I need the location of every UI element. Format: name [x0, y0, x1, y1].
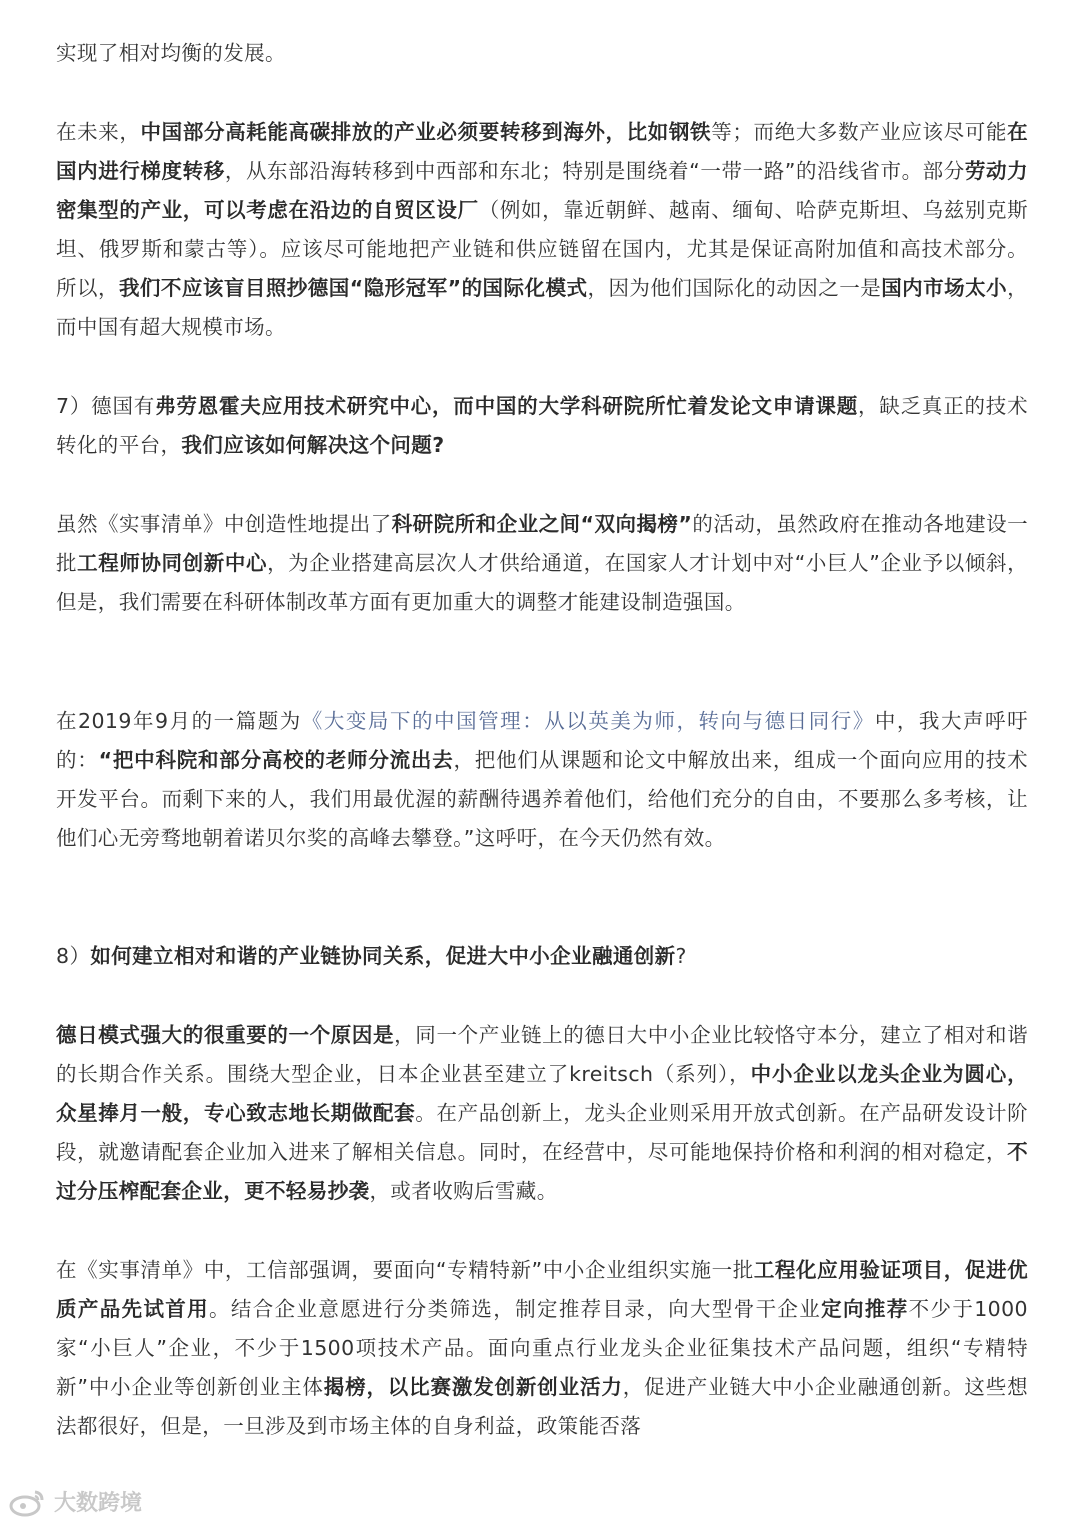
text-run: （例如，靠近朝鲜、越南、缅甸、哈萨克斯坦、乌兹别克斯坦、俄罗斯和蒙古等）。应该尽可能地把产业链和供应链留在国内，尤其是保证高附加值和高技术部分。所以，	[56, 198, 1029, 300]
bold-text: 不过分压榨配套企业，更不轻易抄袭	[56, 1140, 1028, 1203]
bold-text: 我们不应该盲目照抄德国“隐形冠军”的国际化模式	[118, 276, 588, 300]
text-run: ，从东部沿海转移到中西部和东北；特别是围绕着“一带一路”的沿线省市。部分	[224, 159, 965, 183]
bold-text: 工程师协同创新中心	[77, 551, 268, 575]
text-run: 。结合企业意愿进行分类筛选，制定推荐目录，向大型骨干企业	[209, 1297, 822, 1321]
text-run: 的活动，虽然政府在推动各地建设一批	[56, 512, 1028, 575]
text-run: ，促进产业链大中小企业融通创新。这些想法都很好，但是，一旦涉及到市场主体的自身利益，政策能否落	[56, 1375, 1028, 1438]
text-run: ，同一个产业链上的德日大中小企业比较恪守本分，建立了相对和谐的长期合作关系。围绕大型企业，日本企业甚至建立了kreitsch（系列），	[56, 1023, 1028, 1086]
bold-text: 弗劳恩霍夫应用技术研究中心，而中国的大学科研院所忙着发论文申请课题	[155, 394, 858, 418]
weibo-icon	[8, 1487, 48, 1517]
text-run: 在《实事清单》中，工信部强调，要面向“专精特新”中小企业组织实施一批	[56, 1258, 754, 1282]
watermark-text: 大数跨境	[54, 1491, 143, 1516]
bold-text: 定向推荐	[821, 1297, 909, 1321]
text-run: ，为企业搭建高层次人才供给通道，在国家人才计划中对“小巨人”企业予以倾斜，但是，我们需要在科研体制改革方面有更加重大的调整才能建设制造强国。	[56, 551, 1028, 614]
text-run: 不少于1000家“小巨人”企业，不少于1500项技术产品。面向重点行业龙头企业征集技术产品问题，组织“专精特新”中小企业等创新创业主体	[56, 1297, 1028, 1399]
paragraph	[56, 1251, 1028, 1446]
text-run: 8）	[56, 944, 91, 968]
bold-text: 中小企业以龙头企业为圆心，众星捧月一般，专心致志地长期做配套	[56, 1062, 1029, 1125]
bold-text: 中国部分高耗能高碳排放的产业必须要转移到海外，比如钢铁	[140, 120, 712, 144]
text-run: 实现了相对均衡的发展。	[56, 41, 286, 65]
bold-text: 工程化应用验证项目，促进优质产品先试首用	[56, 1258, 1028, 1321]
paragraph	[56, 34, 1028, 73]
text-run: ，因为他们国际化的动因之一是	[587, 276, 882, 300]
bold-text: 在国内进行梯度转移	[56, 120, 1028, 183]
bold-text: 劳动力密集型的产业，可以考虑在沿边的自贸区设厂	[56, 159, 1029, 222]
paragraph	[56, 505, 1028, 622]
text-run: ，而中国有超大规模市场。	[56, 276, 1028, 339]
text-run: ，或者收购后雪藏。	[369, 1179, 558, 1203]
watermark	[8, 1486, 142, 1517]
text-run: 等；而绝大多数产业应该尽可能	[711, 120, 1008, 144]
text-run: 在2019年9月的一篇题为	[56, 709, 302, 733]
paragraph	[56, 113, 1028, 347]
bold-text: 揭榜，以比赛激发创新创业活力	[323, 1375, 623, 1399]
bold-text: “把中科院和部分高校的老师分流出去	[98, 748, 454, 772]
text-run: 。在产品创新上，龙头企业则采用开放式创新。在产品研发设计阶段，就邀请配套企业加入进来了解相关信息。同时，在经营中，尽可能地保持价格和利润的相对稳定，	[56, 1101, 1028, 1164]
paragraph	[56, 387, 1028, 465]
paragraph	[56, 1016, 1028, 1211]
paragraph	[56, 702, 1028, 858]
bold-text: 国内市场太小	[881, 276, 1008, 300]
text-run: 在未来，	[56, 120, 141, 144]
text-run: ，缺乏真正的技术转化的平台，	[56, 394, 1029, 457]
paragraph	[56, 937, 1028, 976]
bold-text: 我们应该如何解决这个问题?	[181, 433, 445, 457]
text-run: 虽然《实事清单》中创造性地提出了	[56, 512, 392, 536]
text-run: 中，我大声呼吁的：	[56, 709, 1028, 772]
bold-text: 科研院所和企业之间“双向揭榜”	[391, 512, 693, 536]
bold-text: 如何建立相对和谐的产业链协同关系，促进大中小企业融通创新	[90, 944, 676, 968]
text-run: ，把他们从课题和论文中解放出来，组成一个面向应用的技术开发平台。而剩下来的人，我们用最优渥的薪酬待遇养着他们，给他们充分的自由，不要那么多考核，让他们心无旁骛地朝着诺贝尔奖的高峰去攀登。”这呼吁，在今天仍然有效。	[56, 748, 1028, 850]
article-link[interactable]: 《大变局下的中国管理：从以英美为师，转向与德日同行》	[301, 709, 875, 733]
text-run: ?	[675, 944, 687, 968]
bold-text: 德日模式强大的很重要的一个原因是	[56, 1023, 395, 1047]
text-run: 7）德国有	[56, 394, 156, 418]
